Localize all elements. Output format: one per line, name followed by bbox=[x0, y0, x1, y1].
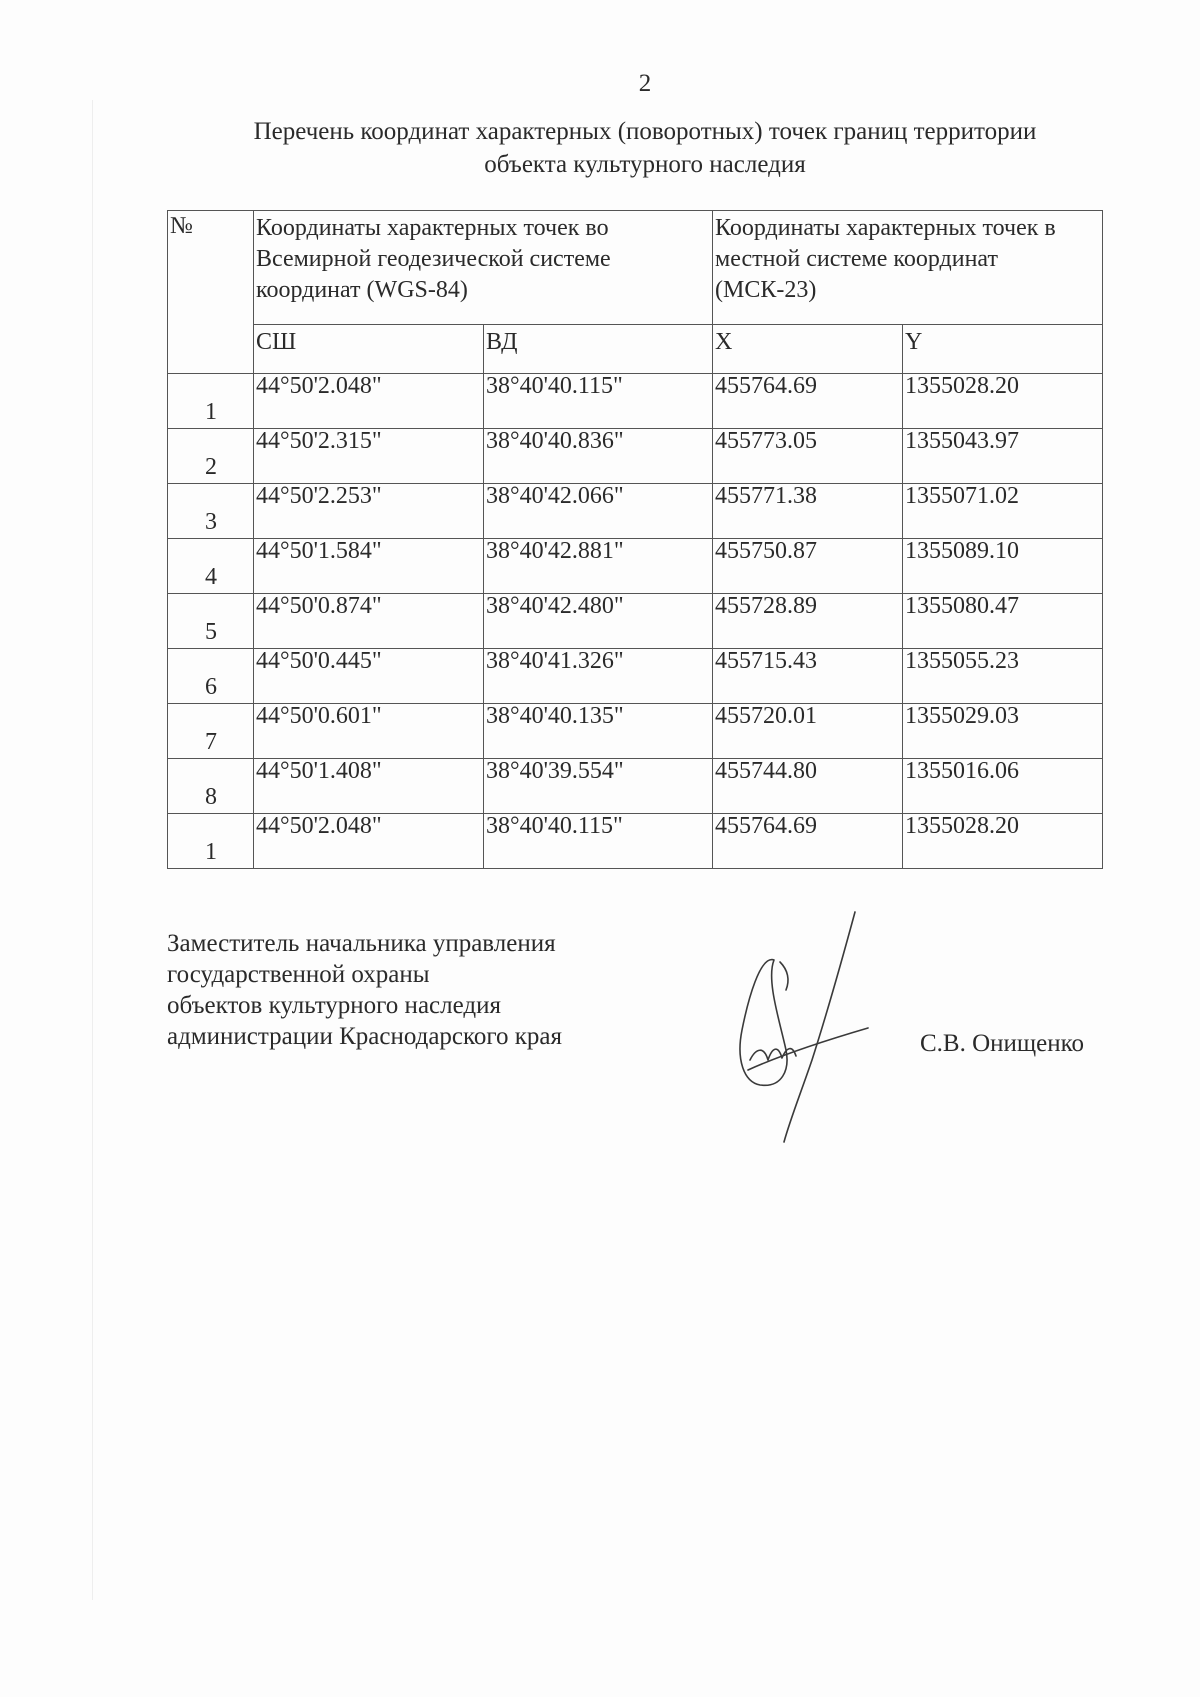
y-value: 1355028.20 bbox=[903, 814, 1103, 869]
longitude-value: 38°40'41.326" bbox=[484, 649, 713, 704]
table-row bbox=[168, 649, 1103, 704]
latitude-value: 44°50'1.408" bbox=[254, 759, 484, 814]
latitude-value: 44°50'2.315" bbox=[254, 429, 484, 484]
point-number: 4 bbox=[168, 539, 254, 594]
y-value: 1355080.47 bbox=[903, 594, 1103, 649]
y-value: 1355029.03 bbox=[903, 704, 1103, 759]
y-value: 1355028.20 bbox=[903, 374, 1103, 429]
header-latitude: СШ bbox=[254, 325, 484, 374]
position-line-1: Заместитель начальника управления bbox=[167, 930, 556, 957]
longitude-value: 38°40'42.480" bbox=[484, 594, 713, 649]
x-value: 455744.80 bbox=[713, 759, 903, 814]
longitude-value: 38°40'40.115" bbox=[484, 814, 713, 869]
table-row bbox=[168, 484, 1103, 539]
x-value: 455764.69 bbox=[713, 814, 903, 869]
point-number: 2 bbox=[168, 429, 254, 484]
y-value: 1355071.02 bbox=[903, 484, 1103, 539]
y-value: 1355043.97 bbox=[903, 429, 1103, 484]
table-row bbox=[168, 759, 1103, 814]
title-line-1: Перечень координат характерных (поворотных) точек границ территории bbox=[253, 118, 1037, 145]
table-row bbox=[168, 814, 1103, 869]
header-wgs84-group: Координаты характерных точек во Всемирной геодезической системе координат (WGS-84) bbox=[254, 211, 713, 325]
table-row bbox=[168, 429, 1103, 484]
latitude-value: 44°50'2.048" bbox=[254, 814, 484, 869]
signatory-position bbox=[167, 928, 667, 1052]
header-longitude: ВД bbox=[484, 325, 713, 374]
x-value: 455773.05 bbox=[713, 429, 903, 484]
position-line-2: государственной охраны bbox=[167, 961, 430, 988]
table-row bbox=[168, 704, 1103, 759]
table-row bbox=[168, 374, 1103, 429]
point-number: 7 bbox=[168, 704, 254, 759]
title-line-2: объекта культурного наследия bbox=[484, 151, 806, 178]
point-number: 3 bbox=[168, 484, 254, 539]
coordinates-table bbox=[167, 210, 1103, 869]
position-line-4: администрации Краснодарского края bbox=[167, 1023, 563, 1050]
point-number: 6 bbox=[168, 649, 254, 704]
position-line-3: объектов культурного наследия bbox=[167, 992, 501, 1019]
latitude-value: 44°50'0.874" bbox=[254, 594, 484, 649]
point-number: 1 bbox=[168, 374, 254, 429]
latitude-value: 44°50'0.445" bbox=[254, 649, 484, 704]
x-value: 455728.89 bbox=[713, 594, 903, 649]
table-row bbox=[168, 539, 1103, 594]
longitude-value: 38°40'39.554" bbox=[484, 759, 713, 814]
page-number: 2 bbox=[638, 70, 652, 97]
y-value: 1355089.10 bbox=[903, 539, 1103, 594]
longitude-value: 38°40'42.066" bbox=[484, 484, 713, 539]
document-title bbox=[150, 115, 1140, 181]
handwritten-signature-icon bbox=[730, 910, 870, 1145]
point-number: 8 bbox=[168, 759, 254, 814]
longitude-value: 38°40'42.881" bbox=[484, 539, 713, 594]
latitude-value: 44°50'2.048" bbox=[254, 374, 484, 429]
x-value: 455771.38 bbox=[713, 484, 903, 539]
x-value: 455715.43 bbox=[713, 649, 903, 704]
x-value: 455764.69 bbox=[713, 374, 903, 429]
latitude-value: 44°50'1.584" bbox=[254, 539, 484, 594]
point-number: 5 bbox=[168, 594, 254, 649]
x-value: 455750.87 bbox=[713, 539, 903, 594]
x-value: 455720.01 bbox=[713, 704, 903, 759]
longitude-value: 38°40'40.135" bbox=[484, 704, 713, 759]
longitude-value: 38°40'40.115" bbox=[484, 374, 713, 429]
header-x: X bbox=[713, 325, 903, 374]
latitude-value: 44°50'0.601" bbox=[254, 704, 484, 759]
header-msk23-group: Координаты характерных точек в местной системе координат (МСК-23) bbox=[713, 211, 1103, 325]
scan-edge-line bbox=[92, 100, 93, 1600]
longitude-value: 38°40'40.836" bbox=[484, 429, 713, 484]
point-number: 1 bbox=[168, 814, 254, 869]
y-value: 1355055.23 bbox=[903, 649, 1103, 704]
table-row bbox=[168, 594, 1103, 649]
signer-name: С.В. Онищенко bbox=[920, 1030, 1085, 1057]
header-number: № bbox=[168, 211, 254, 374]
y-value: 1355016.06 bbox=[903, 759, 1103, 814]
header-y: Y bbox=[903, 325, 1103, 374]
latitude-value: 44°50'2.253" bbox=[254, 484, 484, 539]
